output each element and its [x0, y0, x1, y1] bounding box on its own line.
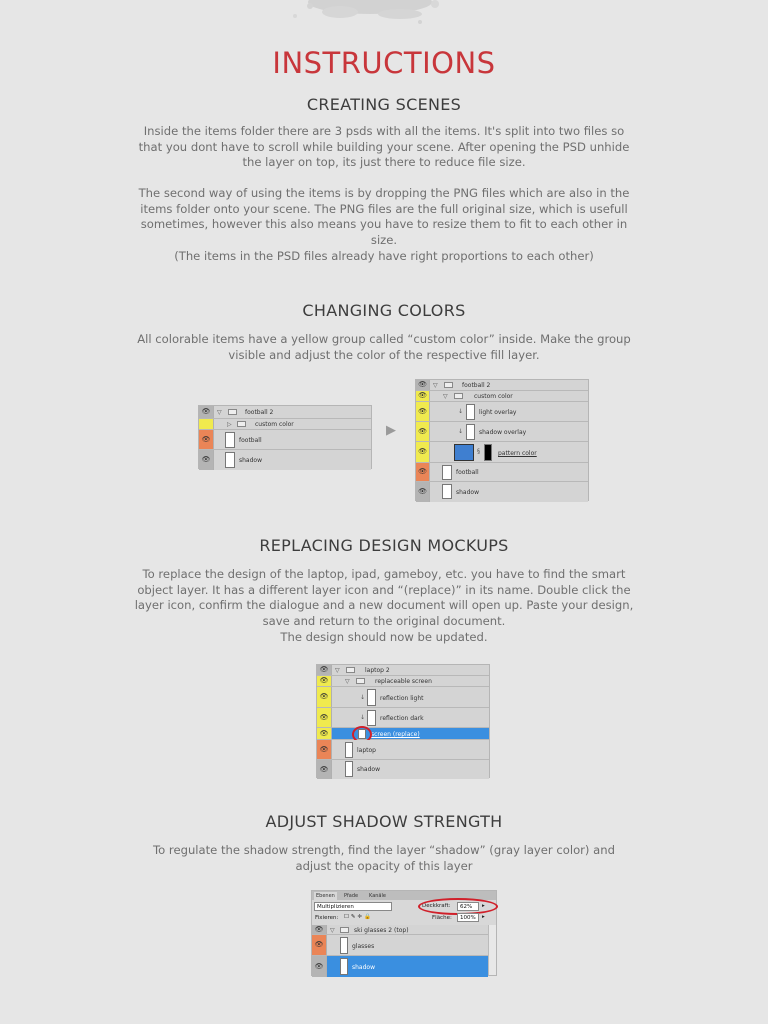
- fill-color-thumbnail-icon[interactable]: [454, 444, 474, 461]
- layer-name: custom color: [255, 421, 294, 428]
- visibility-eye-icon[interactable]: [199, 419, 214, 429]
- visibility-eye-icon[interactable]: 👁: [416, 391, 430, 401]
- tab-kanaele[interactable]: Kanäle: [369, 893, 386, 899]
- visibility-eye-icon[interactable]: 👁: [317, 740, 332, 759]
- visibility-eye-icon[interactable]: 👁: [317, 760, 332, 779]
- clip-arrow-icon: ↓: [360, 694, 366, 701]
- layer-row-ski-glasses-group[interactable]: [312, 925, 488, 935]
- fill-slider-arrow-icon[interactable]: ▸: [482, 914, 485, 920]
- visibility-eye-icon[interactable]: 👁: [317, 687, 332, 707]
- layer-name: glasses: [352, 943, 375, 950]
- section-heading-creating-scenes: CREATING SCENES: [306, 95, 462, 114]
- layers-panel-before: [198, 405, 372, 469]
- adjust-shadow-paragraph: To regulate the shadow strength, find the layer “shadow” (gray layer color) and adjust the opacity of this layer: [153, 843, 615, 873]
- scrollbar[interactable]: [488, 925, 496, 975]
- visibility-eye-icon[interactable]: 👁: [199, 450, 214, 470]
- layer-name: replaceable screen: [375, 678, 432, 685]
- visibility-eye-icon[interactable]: 👁: [416, 463, 430, 481]
- visibility-eye-icon[interactable]: 👁: [317, 676, 332, 686]
- layer-name: football 2: [462, 382, 491, 389]
- folder-icon: [237, 421, 246, 427]
- fill-label: Fläche:: [432, 915, 452, 921]
- clip-arrow-icon: ↓: [458, 408, 464, 415]
- opacity-label: Deckkraft:: [422, 903, 451, 909]
- layer-row-custom-color[interactable]: [416, 391, 588, 402]
- layer-row-reflection-light[interactable]: [317, 687, 489, 708]
- layer-name: custom color: [474, 393, 513, 400]
- layer-row-shadow[interactable]: [416, 482, 588, 502]
- visibility-eye-icon[interactable]: 👁: [416, 402, 430, 421]
- visibility-eye-icon[interactable]: 👁: [317, 665, 332, 675]
- link-icon: §: [477, 448, 480, 455]
- arrow-right-icon: ▶: [386, 423, 396, 438]
- layer-row-group[interactable]: [199, 406, 371, 419]
- layer-name: ski glasses 2 (top): [354, 927, 409, 934]
- layers-panel-after: [415, 379, 589, 501]
- expand-triangle-icon[interactable]: ▽: [345, 678, 350, 685]
- opacity-slider-arrow-icon[interactable]: ▸: [482, 903, 485, 909]
- layer-row-light-overlay[interactable]: [416, 402, 588, 422]
- creating-scenes-paragraph-1: Inside the items folder there are 3 psds with all the items. It's split into two files so that you dont have to scroll while building your scene. After opening the PSD unhide the layer on top, its just there to reduce file size.: [138, 124, 630, 170]
- section-heading-changing-colors: CHANGING COLORS: [302, 301, 466, 320]
- layer-thumbnail-icon[interactable]: [466, 404, 475, 420]
- layer-row-laptop-group[interactable]: [317, 665, 489, 676]
- layer-row-shadow[interactable]: [312, 956, 488, 977]
- creating-scenes-paragraph-3: (The items in the PSD files already have right proportions to each other): [174, 249, 594, 263]
- layer-row-laptop[interactable]: [317, 740, 489, 760]
- section-heading-replacing-design-mockups: REPLACING DESIGN MOCKUPS: [259, 536, 509, 555]
- layer-name: laptop 2: [365, 667, 390, 674]
- visibility-eye-icon[interactable]: 👁: [199, 406, 214, 418]
- clip-arrow-icon: ↓: [360, 714, 366, 721]
- layer-name: football 2: [245, 409, 274, 416]
- visibility-eye-icon[interactable]: 👁: [317, 708, 332, 727]
- expand-triangle-icon[interactable]: ▽: [443, 393, 448, 400]
- layer-thumbnail-icon[interactable]: [225, 452, 235, 468]
- folder-icon: [356, 678, 365, 684]
- page-title: INSTRUCTIONS: [272, 46, 496, 80]
- layer-row-shadow[interactable]: [199, 450, 371, 470]
- layer-row-replaceable-screen[interactable]: [317, 676, 489, 687]
- layer-name: shadow: [352, 964, 375, 971]
- visibility-eye-icon[interactable]: 👁: [199, 430, 214, 449]
- expand-triangle-icon[interactable]: ▽: [330, 927, 335, 934]
- layer-thumbnail-icon[interactable]: [340, 937, 348, 954]
- visibility-eye-icon[interactable]: 👁: [416, 422, 430, 441]
- changing-colors-paragraph: All colorable items have a yellow group called “custom color” inside. Make the group visible and adjust the color of the respective fill layer.: [137, 332, 631, 362]
- expand-triangle-icon[interactable]: ▽: [217, 409, 222, 416]
- section-heading-adjust-shadow-strength: ADJUST SHADOW STRENGTH: [265, 812, 503, 831]
- layer-name: shadow: [357, 766, 380, 773]
- visibility-eye-icon[interactable]: 👁: [312, 956, 327, 977]
- layer-row-shadow[interactable]: [317, 760, 489, 779]
- folder-icon: [444, 382, 453, 388]
- layer-name: screen (replace): [371, 731, 420, 738]
- blend-mode-select[interactable]: Multiplizieren: [314, 902, 392, 911]
- paint-splash-decoration: [270, 0, 470, 30]
- folder-icon: [340, 927, 349, 933]
- replacing-mockups-paragraph-1: To replace the design of the laptop, ipad, gameboy, etc. you have to find the smart object layer. It has a different layer icon and “(replace)” in its name. Double click the layer icon, confirm the dialogue and a new document will open up. Paste your design, save and return to the original document.: [134, 567, 634, 628]
- collapse-triangle-icon[interactable]: ▷: [227, 421, 232, 428]
- visibility-eye-icon[interactable]: 👁: [312, 925, 327, 934]
- visibility-eye-icon[interactable]: 👁: [416, 482, 430, 502]
- tab-pfade[interactable]: Pfade: [344, 893, 359, 899]
- lock-label: Fixieren:: [315, 915, 339, 921]
- layer-row-screen-replace[interactable]: [317, 728, 489, 740]
- layer-row-custom-color[interactable]: [199, 419, 371, 430]
- expand-triangle-icon[interactable]: ▽: [335, 667, 340, 674]
- creating-scenes-paragraph-2: The second way of using the items is by dropping the PNG files which are also in the items folder onto your scene. The PNG files are the full original size, which is usefull sometimes, however this also means you have to resize them to fit to each other in size.: [138, 186, 630, 247]
- layer-name: laptop: [357, 747, 376, 754]
- fill-input[interactable]: 100%: [457, 913, 479, 922]
- layer-name: reflection dark: [380, 715, 424, 722]
- folder-icon: [228, 409, 237, 415]
- visibility-eye-icon[interactable]: 👁: [416, 442, 430, 462]
- layer-thumbnail-icon[interactable]: [340, 958, 348, 975]
- layer-mask-icon[interactable]: [484, 444, 492, 461]
- layer-name: shadow overlay: [479, 429, 527, 436]
- visibility-eye-icon[interactable]: 👁: [416, 380, 430, 390]
- clip-arrow-icon: ↓: [458, 428, 464, 435]
- layer-thumbnail-icon[interactable]: [367, 689, 376, 706]
- layer-row-glasses[interactable]: [312, 935, 488, 956]
- layer-row-group[interactable]: [416, 380, 588, 391]
- layer-thumbnail-icon[interactable]: [345, 742, 353, 758]
- folder-icon: [454, 393, 463, 399]
- layer-name: shadow: [456, 489, 479, 496]
- layer-thumbnail-icon[interactable]: [442, 484, 452, 499]
- layer-thumbnail-icon[interactable]: [225, 432, 235, 448]
- layer-row-football[interactable]: [199, 430, 371, 450]
- layer-name: reflection light: [380, 695, 424, 702]
- expand-triangle-icon[interactable]: ▽: [433, 382, 438, 389]
- layers-panel-shadow: [311, 890, 497, 976]
- layer-thumbnail-icon[interactable]: [466, 424, 475, 440]
- layer-name: football: [456, 469, 479, 476]
- layer-thumbnail-icon[interactable]: [367, 710, 376, 726]
- layer-thumbnail-icon[interactable]: [442, 465, 452, 480]
- layer-row-football[interactable]: [416, 463, 588, 482]
- layer-row-pattern-color[interactable]: [416, 442, 588, 463]
- layer-list: [312, 925, 496, 975]
- visibility-eye-icon[interactable]: 👁: [312, 935, 327, 955]
- layer-name: football: [239, 437, 262, 444]
- folder-icon: [346, 667, 355, 673]
- layer-name: light overlay: [479, 409, 517, 416]
- layer-thumbnail-icon[interactable]: [345, 761, 353, 777]
- lock-icons[interactable]: ☐✎✛🔒: [344, 914, 373, 920]
- layers-panel-mockup: [316, 664, 490, 778]
- layer-row-reflection-dark[interactable]: [317, 708, 489, 728]
- layer-row-shadow-overlay[interactable]: [416, 422, 588, 442]
- visibility-eye-icon[interactable]: 👁: [317, 728, 332, 739]
- replacing-mockups-paragraph-2: The design should now be updated.: [280, 630, 488, 644]
- layer-name: shadow: [239, 457, 262, 464]
- tab-ebenen[interactable]: Ebenen: [316, 893, 335, 899]
- layer-name: pattern color: [498, 450, 537, 457]
- opacity-input[interactable]: 62%: [457, 902, 479, 911]
